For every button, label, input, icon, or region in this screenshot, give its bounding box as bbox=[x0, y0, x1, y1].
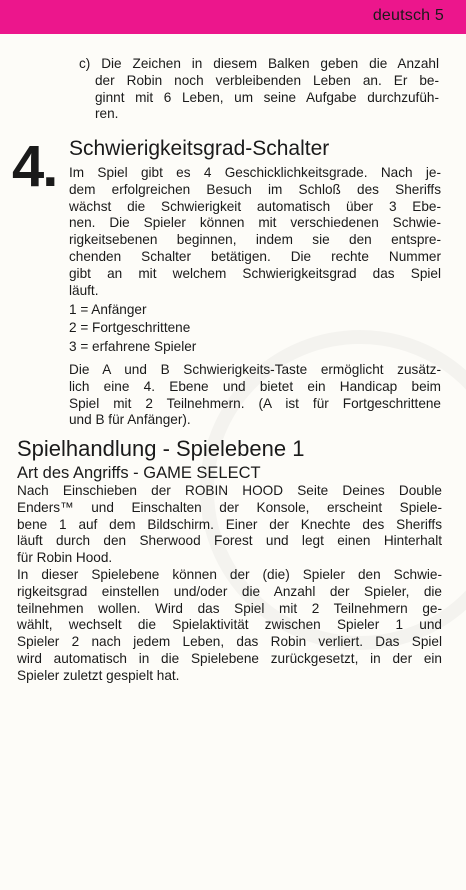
text-line: wächst die Schwierigkeit automatisch über 3 Ebe- bbox=[69, 198, 441, 214]
section4-paragraph-1 bbox=[69, 165, 441, 299]
text-line: rigkeitsebenen beginnen, indem sie den entspre- bbox=[69, 232, 441, 248]
section4-paragraph-2 bbox=[69, 362, 441, 429]
text-line: ren. bbox=[95, 106, 119, 122]
list-item: 2 = Fortgeschrittene bbox=[69, 320, 191, 336]
text-line: Die A und B Schwierigkeits-Taste ermöglicht zusätz- bbox=[69, 362, 441, 377]
text-line: für Robin Hood. bbox=[17, 550, 113, 566]
difficulty-list bbox=[69, 301, 196, 356]
gameplay-paragraph-1 bbox=[17, 483, 442, 567]
text-line: ginnt mit 6 Leben, um seine Aufgabe durchzufüh- bbox=[95, 89, 439, 105]
text-line: wird automatisch in die Spielebene zurückgesetzt, in der ein bbox=[17, 650, 442, 666]
text-line: bene 1 auf dem Bildschirm. Einer der Knechte des Sheriffs bbox=[17, 516, 442, 532]
text-line: der Robin noch verbleibenden Leben an. Er be- bbox=[95, 72, 439, 88]
text-line: Spieler 2 nach jedem Leben, das Robin verliert. Das Spiel bbox=[17, 634, 442, 650]
text-line: c) Die Zeichen in diesem Balken geben die Anzahl bbox=[79, 56, 439, 71]
list-item: 3 = erfahrene Spieler bbox=[69, 338, 197, 354]
text-line: Spiel mit 2 Teilnehmern. (A ist für Fortgeschrittene bbox=[69, 395, 441, 411]
text-line: Spieler zuletzt gespielt hat. bbox=[17, 667, 180, 683]
text-line: Im Spiel gibt es 4 Geschicklichkeitsgrade. Nach je- bbox=[69, 165, 441, 180]
text-line: läuft durch den Sherwood Forest und legt einen Hinterhalt bbox=[17, 533, 442, 549]
gameplay-subheading: Art des Angriffs - GAME SELECT bbox=[17, 464, 261, 482]
text-line: Enders™ und Einschalten der Konsole, erscheint Spiele- bbox=[17, 499, 442, 515]
text-line: Nach Einschieben der ROBIN HOOD Seite Deines Double bbox=[17, 483, 442, 498]
text-line: läuft. bbox=[69, 282, 99, 298]
gameplay-heading: Spielhandlung - Spielebene 1 bbox=[17, 436, 305, 461]
text-line: dem erfolgreichen Besuch im Schloß des Sheriffs bbox=[69, 181, 441, 197]
text-line: nen. Die Spieler können mit verschiedenen Schwie- bbox=[69, 215, 441, 231]
section-title: Schwierigkeitsgrad-Schalter bbox=[69, 137, 330, 160]
item-c-paragraph bbox=[79, 56, 439, 123]
text-line: wählt, wechselt die Spielaktivität zwischen Spieler 1 und bbox=[17, 617, 442, 633]
text-line: gibt an mit welchem Schwierigkeitsgrad das Spiel bbox=[69, 265, 441, 281]
text-line: rigkeitsgrad einstellen und/oder die Anzahl der Spieler, die bbox=[17, 583, 442, 599]
text-line: und B für Anfänger). bbox=[69, 412, 191, 428]
text-line: In dieser Spielebene können der (die) Spieler den Schwie- bbox=[17, 567, 442, 582]
text-line: chenden Schalter betätigen. Die rechte Nummer bbox=[69, 248, 441, 264]
page-label: deutsch 5 bbox=[372, 7, 444, 24]
section-number: 4. bbox=[12, 134, 57, 199]
text-line: teilnehmen wollen. Wird das Spiel mit 2 Teilnehmern ge- bbox=[17, 600, 442, 616]
text-line: lich eine 4. Ebene und bietet ein Handicap beim bbox=[69, 378, 441, 394]
gameplay-paragraph-2 bbox=[17, 567, 442, 685]
list-item: 1 = Anfänger bbox=[69, 302, 147, 317]
